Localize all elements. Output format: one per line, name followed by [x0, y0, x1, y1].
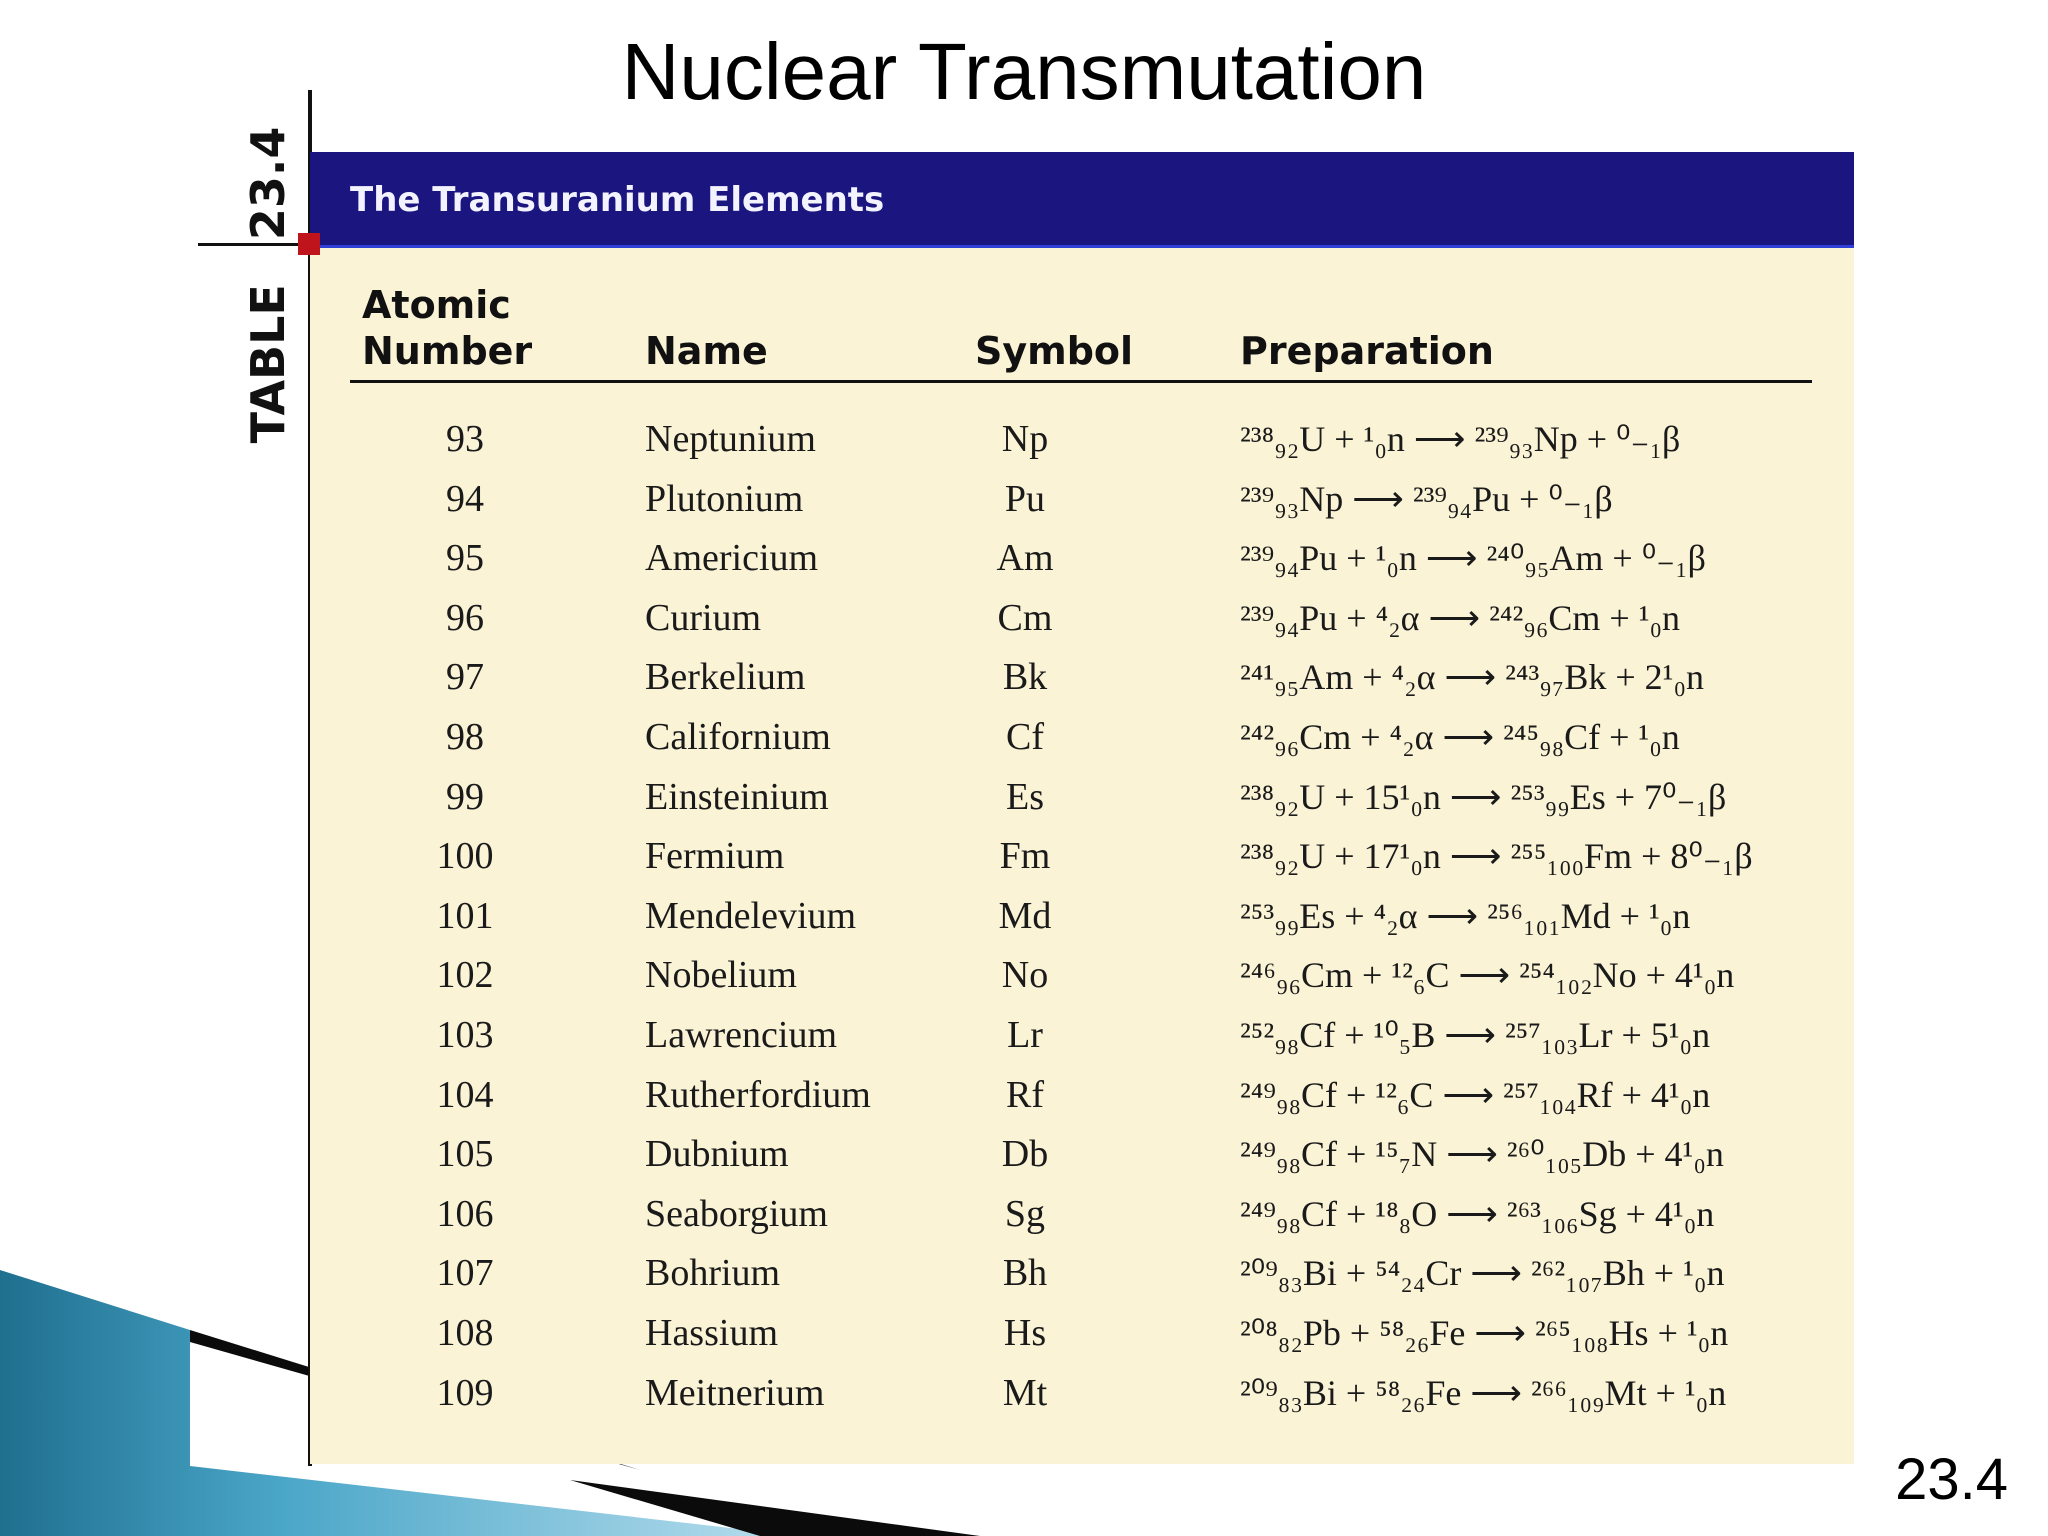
header-rule [350, 380, 1812, 383]
column-header-preparation: Preparation [1240, 329, 1494, 373]
element-name-cell: Rutherfordium [645, 1073, 871, 1116]
table-row [310, 887, 1854, 947]
table-row [310, 827, 1854, 887]
element-symbol-cell: Np [1001, 418, 1049, 460]
preparation-cell: ²⁰⁹₈₃Bi + ⁵⁸₂₆Fe ⟶ ²⁶⁶₁₀₉Mt + ¹₀n [1240, 1372, 1727, 1413]
slide-title: Nuclear Transmutation [621, 27, 1427, 116]
preparation-cell: ²⁰⁹₈₃Bi + ⁵⁴₂₄Cr ⟶ ²⁶²₁₀₇Bh + ¹₀n [1240, 1253, 1725, 1294]
atomic-number-cell: 94 [446, 477, 484, 520]
element-name-cell: Californium [645, 715, 831, 758]
element-symbol-cell: Mt [1002, 1371, 1048, 1414]
element-name-cell: Plutonium [645, 477, 804, 520]
element-name-cell: Seaborgium [645, 1192, 828, 1235]
table-row [310, 1006, 1854, 1066]
column-header-symbol: Symbol [975, 329, 1134, 373]
label-divider [198, 243, 310, 246]
element-symbol-cell: Lr [1007, 1013, 1043, 1056]
element-symbol-cell: Bk [1002, 656, 1048, 699]
atomic-number-cell: 105 [436, 1133, 494, 1176]
table-row [310, 1304, 1854, 1364]
table-row [310, 1185, 1854, 1245]
atomic-number-cell: 106 [436, 1192, 494, 1235]
atomic-number-cell: 101 [436, 894, 494, 937]
element-symbol-cell: Cf [1006, 715, 1044, 758]
column-header-atomic-number [362, 282, 532, 374]
element-symbol-cell: Rf [1006, 1073, 1044, 1116]
element-name-cell: Nobelium [645, 954, 797, 997]
table-header-bar [310, 152, 1854, 248]
element-symbol-cell: Bh [1002, 1252, 1048, 1295]
element-name-cell: Hassium [645, 1311, 778, 1354]
table-body [310, 410, 1854, 1423]
element-symbol-cell: Hs [1003, 1311, 1047, 1354]
table-title: The Transuranium Elements [350, 180, 885, 220]
element-name-cell: Mendelevium [645, 894, 857, 937]
table-label-text: TABLE [241, 284, 295, 444]
element-symbol-cell: No [1001, 954, 1049, 997]
element-name-cell: Meitnerium [645, 1371, 825, 1414]
atomic-number-cell: 109 [436, 1371, 494, 1414]
preparation-cell: ²³⁸₉₂U + ¹₀n ⟶ ²³⁹₉₃Np + ⁰₋₁β [1240, 419, 1681, 459]
slide-number: 23.4 [1895, 1447, 2008, 1512]
atomic-number-cell: 100 [436, 835, 494, 878]
table-row [310, 1364, 1854, 1424]
preparation-cell: ²³⁹₉₄Pu + ¹₀n ⟶ ²⁴⁰₉₅Am + ⁰₋₁β [1240, 538, 1706, 579]
table-row [310, 410, 1854, 470]
element-symbol-cell: Md [998, 894, 1052, 937]
element-name-cell: Neptunium [645, 418, 816, 460]
atomic-number-cell: 96 [446, 596, 484, 639]
column-header-name: Name [645, 329, 768, 373]
atomic-number-cell: 104 [436, 1073, 494, 1116]
element-name-cell: Fermium [645, 835, 785, 878]
atomic-number-cell: 107 [436, 1252, 494, 1295]
atomic-number-cell: 108 [436, 1311, 494, 1354]
table-row [310, 589, 1854, 649]
element-symbol-cell: Db [1001, 1133, 1049, 1176]
atomic-number-cell: 103 [436, 1013, 494, 1056]
preparation-cell: ²⁵²₉₈Cf + ¹⁰₅B ⟶ ²⁵⁷₁₀₃Lr + 5¹₀n [1240, 1014, 1711, 1055]
element-symbol-cell: Cm [997, 596, 1053, 639]
preparation-cell: ²⁰⁸₈₂Pb + ⁵⁸₂₆Fe ⟶ ²⁶⁵₁₀₈Hs + ¹₀n [1240, 1312, 1729, 1353]
preparation-cell: ²⁴⁹₉₈Cf + ¹⁸₈O ⟶ ²⁶³₁₀₆Sg + 4¹₀n [1240, 1193, 1715, 1234]
red-corner-mark [298, 233, 320, 255]
element-name-cell: Berkelium [645, 656, 806, 699]
atomic-number-cell: 102 [436, 954, 494, 997]
preparation-cell: ²³⁹₉₃Np ⟶ ²³⁹₉₄Pu + ⁰₋₁β [1240, 478, 1613, 519]
element-symbol-cell: Am [996, 537, 1054, 580]
table-row [310, 648, 1854, 708]
element-name-cell: Curium [645, 596, 762, 639]
preparation-cell: ²⁴¹₉₅Am + ⁴₂α ⟶ ²⁴³₉₇Bk + 2¹₀n [1240, 657, 1705, 698]
table-row [310, 529, 1854, 589]
table-row [310, 470, 1854, 530]
preparation-cell: ²⁵³₉₉Es + ⁴₂α ⟶ ²⁵⁶₁₀₁Md + ¹₀n [1240, 895, 1691, 936]
preparation-cell: ²⁴²₉₆Cm + ⁴₂α ⟶ ²⁴⁵₉₈Cf + ¹₀n [1240, 716, 1680, 757]
table-row [310, 708, 1854, 768]
element-name-cell: Americium [645, 537, 819, 580]
element-symbol-cell: Sg [1004, 1192, 1046, 1235]
atomic-number-cell: 93 [446, 418, 484, 460]
table-label [228, 100, 308, 470]
column-header-atomic-line1: Atomic [362, 283, 511, 327]
table-row [310, 1125, 1854, 1185]
preparation-cell: ²⁴⁶₉₆Cm + ¹²₆C ⟶ ²⁵⁴₁₀₂No + 4¹₀n [1240, 955, 1735, 996]
table-row [310, 1244, 1854, 1304]
atomic-number-cell: 98 [446, 715, 484, 758]
preparation-cell: ²³⁹₉₄Pu + ⁴₂α ⟶ ²⁴²₉₆Cm + ¹₀n [1240, 597, 1681, 638]
preparation-cell: ²⁴⁹₉₈Cf + ¹⁵₇N ⟶ ²⁶⁰₁₀₅Db + 4¹₀n [1240, 1134, 1724, 1175]
element-name-cell: Einsteinium [645, 775, 829, 818]
atomic-number-cell: 99 [446, 775, 484, 818]
element-symbol-cell: Fm [999, 835, 1051, 878]
table-row [310, 1066, 1854, 1126]
table-row [310, 946, 1854, 1006]
element-symbol-cell: Es [1006, 775, 1044, 818]
atomic-number-cell: 95 [446, 537, 484, 580]
atomic-number-cell: 97 [446, 656, 484, 699]
element-symbol-cell: Pu [1004, 477, 1046, 520]
element-name-cell: Bohrium [645, 1252, 781, 1295]
column-header-atomic-line2: Number [362, 329, 533, 373]
preparation-cell: ²³⁸₉₂U + 15¹₀n ⟶ ²⁵³₉₉Es + 7⁰₋₁β [1240, 776, 1727, 817]
table-panel [310, 152, 1854, 1464]
element-name-cell: Lawrencium [645, 1013, 838, 1056]
table-row [310, 768, 1854, 828]
preparation-cell: ²⁴⁹₉₈Cf + ¹²₆C ⟶ ²⁵⁷₁₀₄Rf + 4¹₀n [1240, 1074, 1711, 1115]
element-name-cell: Dubnium [645, 1133, 789, 1176]
preparation-cell: ²³⁸₉₂U + 17¹₀n ⟶ ²⁵⁵₁₀₀Fm + 8⁰₋₁β [1240, 836, 1753, 877]
table-number: 23.4 [241, 126, 295, 241]
